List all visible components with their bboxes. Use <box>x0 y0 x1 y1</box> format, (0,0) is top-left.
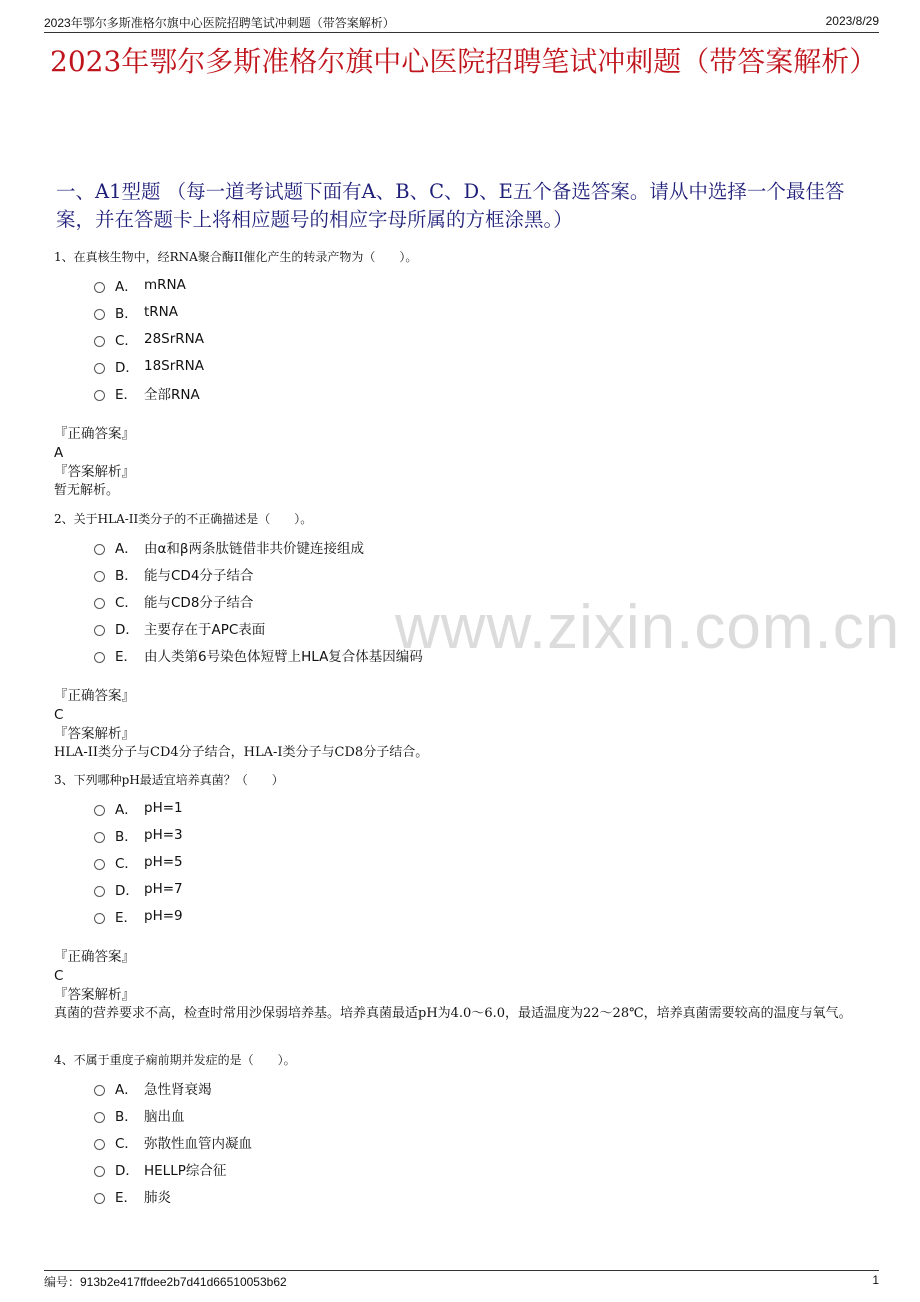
option-letter: E． <box>115 386 138 403</box>
analysis-text: HLA-II类分子与CD4分子结合，HLA-I类分子与CD8分子结合。 <box>54 745 429 760</box>
option-text: 由α和β两条肽链借非共价键连接组成 <box>144 540 365 557</box>
page-header <box>44 12 879 33</box>
option-letter: A． <box>115 278 138 295</box>
option-letter: C． <box>115 332 138 349</box>
document-title: 2023年鄂尔多斯准格尔旗中心医院招聘笔试冲刺题（带答案解析） <box>50 45 878 78</box>
document-serial: 编号：913b2e417ffdee2b7d41d66510053b62 <box>44 1275 287 1289</box>
option-text: HELLP综合征 <box>144 1162 227 1179</box>
option-text: mRNA <box>144 276 186 293</box>
radio-icon[interactable] <box>94 652 105 663</box>
radio-icon[interactable] <box>94 1139 105 1150</box>
option-letter: D． <box>115 1162 139 1179</box>
header-doc-title: 2023年鄂尔多斯准格尔旗中心医院招聘笔试冲刺题（带答案解析） <box>44 16 395 30</box>
option-d[interactable] <box>94 352 870 379</box>
radio-icon[interactable] <box>94 309 105 320</box>
radio-icon[interactable] <box>94 859 105 870</box>
correct-answer: C <box>54 707 64 723</box>
option-letter: A． <box>115 801 138 818</box>
analysis-label: 『答案解析』 <box>54 726 135 742</box>
option-a[interactable] <box>94 1074 870 1101</box>
option-letter: C． <box>115 1135 138 1152</box>
option-text: 弥散性血管内凝血 <box>144 1135 252 1152</box>
option-letter: E． <box>115 909 138 926</box>
question-1 <box>54 249 870 500</box>
correct-answer-label: 『正确答案』 <box>54 688 135 704</box>
option-text: pH=3 <box>144 826 183 843</box>
analysis-text: 暂无解析。 <box>54 483 120 498</box>
option-b[interactable] <box>94 1101 870 1128</box>
option-text: pH=1 <box>144 799 183 816</box>
radio-icon[interactable] <box>94 1193 105 1204</box>
option-c[interactable] <box>94 325 870 352</box>
correct-answer-label: 『正确答案』 <box>54 426 135 442</box>
question-stem: 3、下列哪种pH最适宜培养真菌？（ ） <box>54 773 284 787</box>
analysis-label: 『答案解析』 <box>54 464 135 480</box>
option-letter: B． <box>115 305 138 322</box>
correct-answer-label: 『正确答案』 <box>54 949 135 965</box>
radio-icon[interactable] <box>94 1085 105 1096</box>
option-e[interactable] <box>94 641 870 668</box>
option-letter: A． <box>115 540 138 557</box>
option-letter: B． <box>115 1108 138 1125</box>
radio-icon[interactable] <box>94 832 105 843</box>
option-c[interactable] <box>94 848 870 875</box>
radio-icon[interactable] <box>94 1112 105 1123</box>
radio-icon[interactable] <box>94 1166 105 1177</box>
question-stem: 4、不属于重度子痫前期并发症的是（ ）。 <box>54 1053 296 1067</box>
option-c[interactable] <box>94 1128 870 1155</box>
option-letter: E． <box>115 648 138 665</box>
radio-icon[interactable] <box>94 336 105 347</box>
correct-answer: C <box>54 968 64 984</box>
option-letter: B． <box>115 828 138 845</box>
radio-icon[interactable] <box>94 544 105 555</box>
option-letter: B． <box>115 567 138 584</box>
question-4 <box>54 1052 870 1209</box>
watermark: www.zixin.com.cn <box>395 593 901 662</box>
section-title: 一、A1型题 （每一道考试题下面有A、B、C、D、E五个备选答案。请从中选择一个最佳答案，并在答题卡上将相应题号的相应字母所属的方框涂黑。） <box>56 180 845 231</box>
question-3 <box>54 772 870 1023</box>
answer-block <box>54 687 870 762</box>
radio-icon[interactable] <box>94 886 105 897</box>
question-2 <box>54 511 870 762</box>
option-list <box>94 1074 870 1209</box>
option-text: pH=9 <box>144 907 183 924</box>
analysis-text: 真菌的营养要求不高，检查时常用沙保弱培养基。培养真菌最适pH为4.0～6.0，最适温度为22～28℃，培养真菌需要较高的温度与氧气。 <box>54 1006 852 1021</box>
option-list <box>94 533 870 668</box>
option-list <box>94 794 870 929</box>
radio-icon[interactable] <box>94 282 105 293</box>
option-letter: E． <box>115 1189 138 1206</box>
option-d[interactable] <box>94 875 870 902</box>
option-d[interactable] <box>94 1155 870 1182</box>
radio-icon[interactable] <box>94 571 105 582</box>
radio-icon[interactable] <box>94 625 105 636</box>
option-e[interactable] <box>94 1182 870 1209</box>
option-text: 18SrRNA <box>144 357 205 374</box>
option-letter: D． <box>115 359 139 376</box>
question-stem: 2、关于HLA-II类分子的不正确描述是（ ）。 <box>54 512 313 526</box>
option-e[interactable] <box>94 379 870 406</box>
option-letter: C． <box>115 855 138 872</box>
option-a[interactable] <box>94 271 870 298</box>
option-text: 急性肾衰竭 <box>144 1081 212 1098</box>
option-letter: A． <box>115 1081 138 1098</box>
option-text: pH=7 <box>144 880 183 897</box>
answer-block <box>54 948 870 1023</box>
option-text: tRNA <box>144 303 179 320</box>
radio-icon[interactable] <box>94 363 105 374</box>
option-b[interactable] <box>94 298 870 325</box>
radio-icon[interactable] <box>94 390 105 401</box>
page-footer <box>44 1270 879 1291</box>
option-text: 由人类第6号染色体短臂上HLA复合体基因编码 <box>144 648 423 665</box>
page-number: 1 <box>872 1273 879 1287</box>
option-letter: D． <box>115 621 139 638</box>
option-text: 28SrRNA <box>144 330 205 347</box>
option-text: 肺炎 <box>144 1189 171 1206</box>
option-text: 能与CD4分子结合 <box>144 567 254 584</box>
option-letter: D． <box>115 882 139 899</box>
option-text: 脑出血 <box>144 1108 185 1125</box>
option-letter: C． <box>115 594 138 611</box>
option-b[interactable] <box>94 821 870 848</box>
header-date: 2023/8/29 <box>825 14 879 28</box>
option-text: 主要存在于APC表面 <box>144 621 266 638</box>
radio-icon[interactable] <box>94 805 105 816</box>
option-list <box>94 271 870 406</box>
question-stem: 1、在真核生物中，经RNA聚合酶II催化产生的转录产物为（ ）。 <box>54 250 418 264</box>
option-d[interactable] <box>94 614 870 641</box>
option-b[interactable] <box>94 560 870 587</box>
option-c[interactable] <box>94 587 870 614</box>
option-a[interactable] <box>94 794 870 821</box>
answer-block <box>54 425 870 500</box>
correct-answer: A <box>54 445 64 461</box>
option-e[interactable] <box>94 902 870 929</box>
option-text: pH=5 <box>144 853 183 870</box>
radio-icon[interactable] <box>94 598 105 609</box>
radio-icon[interactable] <box>94 913 105 924</box>
analysis-label: 『答案解析』 <box>54 987 135 1003</box>
option-text: 全部RNA <box>144 386 200 403</box>
option-text: 能与CD8分子结合 <box>144 594 254 611</box>
option-a[interactable] <box>94 533 870 560</box>
